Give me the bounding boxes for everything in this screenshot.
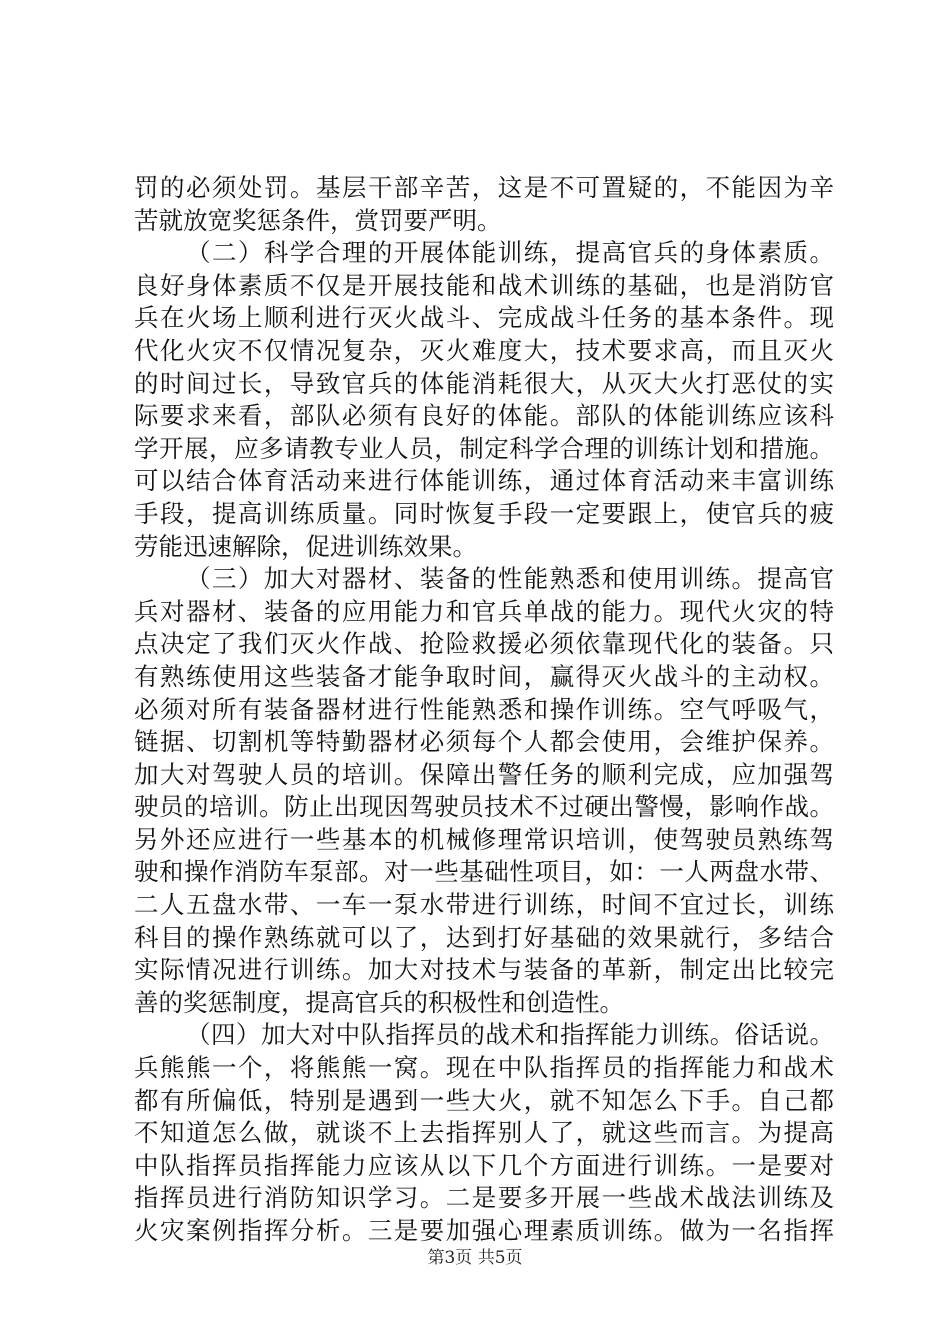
- text-line: （四）加大对中队指挥员的战术和指挥能力训练。俗话说。: [186, 1020, 834, 1050]
- text-line: 罚的必须处罚。基层干部辛苦，这是不可置疑的，不能因为辛: [134, 173, 834, 202]
- text-line: 手段，提高训练质量。同时恢复手段一定要跟上，使官兵的疲: [134, 498, 834, 528]
- document-body: [134, 172, 834, 1248]
- text-line: 链据、切割机等特勤器材必须每个人都会使用，会维护保养。: [134, 727, 834, 757]
- text-line: 另外还应进行一些基本的机械修理常识培训，使驾驶员熟练驾: [134, 824, 834, 854]
- text-line: 实际情况进行训练。加大对技术与装备的革新，制定出比较完: [134, 955, 834, 985]
- text-line: 不知道怎么做，就谈不上去指挥别人了，就这些而言。为提高: [134, 1118, 834, 1148]
- text-line: 驶员的培训。防止出现因驾驶员技术不过硬出警慢，影响作战。: [134, 792, 834, 822]
- text-line: 点决定了我们灭火作战、抢险救援必须依靠现代化的装备。只: [134, 629, 834, 659]
- text-line: 苦就放宽奖惩条件，赏罚要严明。: [134, 205, 502, 235]
- text-line: 加大对驾驶人员的培训。保障出警任务的顺利完成，应加强驾: [134, 759, 834, 789]
- text-line: 兵对器材、装备的应用能力和官兵单战的能力。现代火灾的特: [134, 596, 834, 626]
- text-line: 的时间过长，导致官兵的体能消耗很大，从灭大火打恶仗的实: [134, 368, 834, 398]
- text-line: 必须对所有装备器材进行性能熟悉和操作训练。空气呼吸气，: [134, 694, 834, 724]
- text-line: 代化火灾不仅情况复杂，灭火难度大，技术要求高，而且灭火: [134, 335, 834, 365]
- text-line: 指挥员进行消防知识学习。二是要多开展一些战术战法训练及: [134, 1183, 834, 1213]
- text-line: 二人五盘水带、一车一泵水带进行训练，时间不宜过长，训练: [134, 890, 834, 920]
- text-line: 际要求来看，部队必须有良好的体能。部队的体能训练应该科: [134, 401, 834, 431]
- text-line: 学开展，应多请教专业人员，制定科学合理的训练计划和措施。: [134, 433, 834, 463]
- text-line: 兵在火场上顺利进行灭火战斗、完成战斗任务的基本条件。现: [134, 303, 834, 333]
- text-line: 科目的操作熟练就可以了，达到打好基础的效果就行，多结合: [134, 922, 834, 952]
- text-line: 劳能迅速解除，促进训练效果。: [134, 531, 477, 561]
- text-line: 中队指挥员指挥能力应该从以下几个方面进行训练。一是要对: [134, 1150, 834, 1180]
- text-line: 有熟练使用这些装备才能争取时间，赢得灭火战斗的主动权。: [134, 661, 834, 691]
- text-line: 火灾案例指挥分析。三是要加强心理素质训练。做为一名指挥: [134, 1216, 834, 1245]
- text-line: 善的奖惩制度，提高官兵的积极性和创造性。: [134, 987, 624, 1017]
- text-line: （三）加大对器材、装备的性能熟悉和使用训练。提高官: [186, 564, 834, 594]
- text-line: 兵熊熊一个，将熊熊一窝。现在中队指挥员的指挥能力和战术: [134, 1053, 834, 1083]
- text-line: 可以结合体育活动来进行体能训练，通过体育活动来丰富训练: [134, 466, 834, 496]
- text-line: 都有所偏低，特别是遇到一些大火，就不知怎么下手。自己都: [134, 1085, 834, 1115]
- text-line: （二）科学合理的开展体能训练，提高官兵的身体素质。: [186, 238, 834, 268]
- page-number-footer: 第3页 共5页: [427, 1248, 523, 1268]
- text-line: 良好身体素质不仅是开展技能和战术训练的基础，也是消防官: [134, 270, 834, 300]
- text-line: 驶和操作消防车泵部。对一些基础性项目，如：一人两盘水带、: [134, 857, 834, 887]
